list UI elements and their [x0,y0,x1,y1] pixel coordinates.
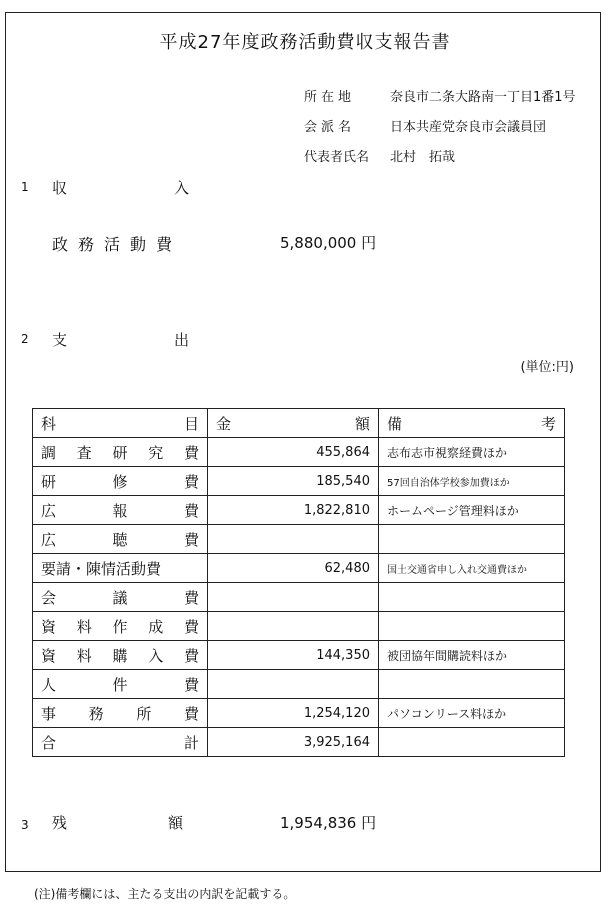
row-amount: 1,254,120 [208,699,379,728]
row-item: 会 議 費 [33,583,208,612]
row-note: 志布志市視察経費ほか [379,438,565,467]
row-amount: 62,480 [208,554,379,583]
income-amount-value: 5,880,000 [280,234,357,252]
info-value: 奈良市二条大路南一丁目1番1号 [390,90,576,105]
row-note: 国土交通省申し入れ交通費ほか [379,554,565,583]
header-amount: 金 額 [208,409,379,438]
table-row [33,641,565,670]
table-row [33,670,565,699]
row-item: 要請・陳情活動費 [33,554,208,583]
row-note: ホームページ管理料ほか [379,496,565,525]
info-key: 所在地 [304,90,356,105]
expenses-heading-left: 支 [52,331,68,349]
info-row-faction [304,116,546,135]
income-amount [280,232,376,253]
row-note [379,728,565,757]
row-amount: 1,822,810 [208,496,379,525]
table-row [33,496,565,525]
info-row-representative [304,146,455,165]
header-item: 科 目 [33,409,208,438]
row-item: 広 報 費 [33,496,208,525]
info-value: 日本共産党奈良市会議員団 [390,120,547,135]
balance-heading-right: 額 [168,814,184,832]
row-note [379,525,565,554]
report-title: 平成27年度政務活動費収支報告書 [159,32,451,53]
row-amount: 144,350 [208,641,379,670]
row-item: 資 料 作 成 費 [33,612,208,641]
row-amount [208,612,379,641]
income-currency: 円 [361,234,377,252]
row-amount [208,525,379,554]
table-row [33,554,565,583]
info-key: 会派名 [304,120,356,135]
section-number-balance: 3 [21,818,29,832]
row-note [379,612,565,641]
row-item: 調 査 研 究 費 [33,438,208,467]
row-item: 資 料 購 入 費 [33,641,208,670]
expense-table [32,408,565,757]
row-amount: 455,864 [208,438,379,467]
row-amount [208,670,379,699]
balance-amount-value: 1,954,836 [280,814,357,832]
income-heading-right: 入 [174,179,190,197]
footnote: (注)備考欄には、主たる支出の内訳を記載する。 [34,887,296,901]
row-item: 広 聴 費 [33,525,208,554]
table-row [33,525,565,554]
unit-label: (単位:円) [520,360,574,375]
info-value: 北村 拓哉 [390,150,456,165]
row-amount: 185,540 [208,467,379,496]
table-header-row [33,409,565,438]
row-item: 研 修 費 [33,467,208,496]
row-note: 被団協年間購読料ほか [379,641,565,670]
info-key: 代表者氏名 [304,150,370,165]
section-number-expenses: 2 [21,332,29,346]
balance-heading-left: 残 [52,814,68,832]
income-heading-left: 収 [52,179,68,197]
row-amount [208,583,379,612]
row-item: 事 務 所 費 [33,699,208,728]
expenses-heading-right: 出 [174,331,190,349]
row-amount: 3,925,164 [208,728,379,757]
section-number-income: 1 [21,180,29,194]
info-row-address [304,86,576,105]
table-row [33,612,565,641]
table-row [33,699,565,728]
balance-amount [280,812,376,833]
income-item-label: 政務活動費 [52,235,183,254]
table-row [33,583,565,612]
row-note: パソコンリース料ほか [379,699,565,728]
header-note: 備 考 [379,409,565,438]
row-note: 57回自治体学校参加費ほか [379,467,565,496]
row-note [379,670,565,699]
row-item: 人 件 費 [33,670,208,699]
table-row [33,438,565,467]
balance-currency: 円 [361,814,377,832]
table-row [33,728,565,757]
row-note [379,583,565,612]
row-item: 合 計 [33,728,208,757]
table-row [33,467,565,496]
